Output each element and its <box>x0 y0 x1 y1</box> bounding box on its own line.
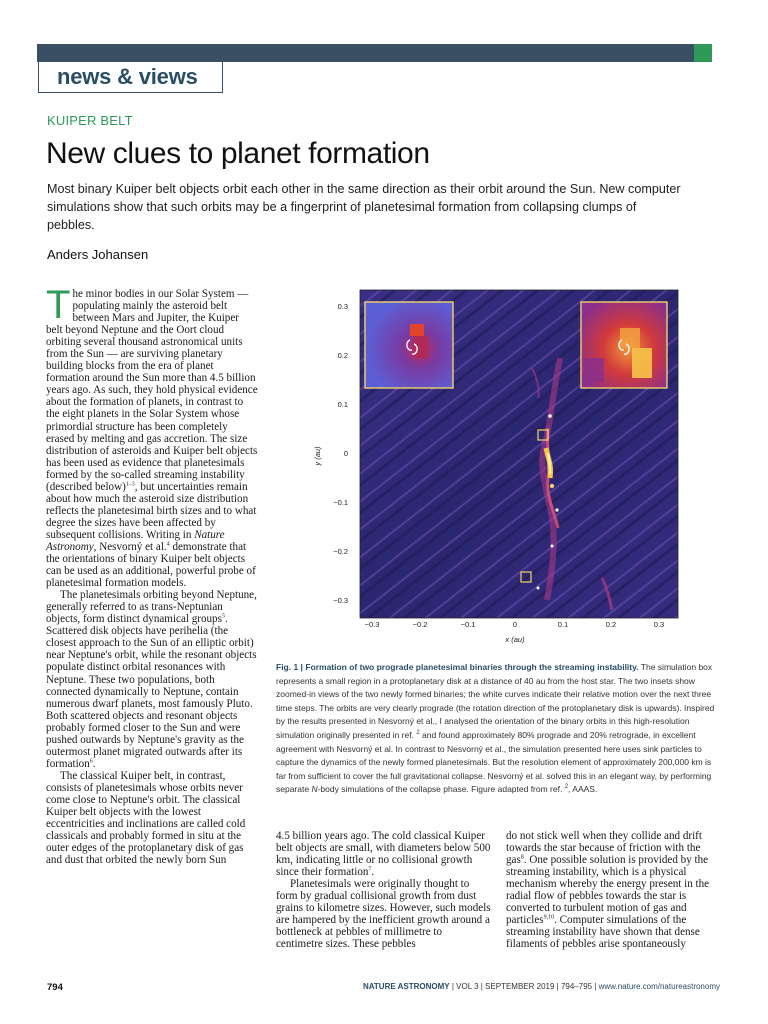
text: . <box>371 866 375 879</box>
section-label: news & views <box>57 64 198 89</box>
section-header <box>38 62 223 93</box>
text: demonstrate that the orientations of binary Kuiper belt objects can be used as an additional, powerful probe of planetesimal formation models. <box>46 540 256 590</box>
journal-name: Nature Astronomy <box>46 528 225 553</box>
reference[interactable]: 2 <box>564 784 569 791</box>
figure-label: Fig. 1 | <box>276 662 303 672</box>
x-tick-label: 0.2 <box>605 620 617 629</box>
inset-left <box>365 302 453 388</box>
text: . One possible solution is provided by the streaming instability, which is a physical mechanism whereby the energy present in the radial flow of pebbles towards the star is converted to turbulent motion of gas and particles <box>506 854 710 927</box>
text: 4.5 billion years ago. The cold classical Kuiper belt objects are small, with diameters below 500 km, indicating little or no collisional growth since their formation <box>276 830 491 879</box>
y-tick-label: −0.1 <box>333 498 348 507</box>
text: -body simulations of the collapse phase. Figure adapted from ref. <box>317 784 565 795</box>
reference[interactable]: 2 <box>416 730 420 737</box>
reference[interactable]: 8 <box>520 854 524 861</box>
plot-area <box>360 290 678 618</box>
reference[interactable]: 4 <box>166 541 170 548</box>
paragraph <box>506 830 718 950</box>
x-tick-label: 0.1 <box>557 620 569 629</box>
drop-cap: T <box>46 283 71 327</box>
text: , Nesvorný et al. <box>93 540 167 553</box>
y-tick-label: −0.2 <box>333 547 348 556</box>
y-axis-label: y (au) <box>313 446 322 466</box>
y-tick-label: 0.2 <box>337 351 348 360</box>
footer-journal <box>363 982 720 991</box>
text: he minor bodies in our Solar System — populating mainly the asteroid belt between Mars and Jupiter, the Kuiper belt beyond Neptune and the Oort cloud orbiting several thousand astronomical units from the Sun — are surviving planetary building blocks from the era of planet formation around the Sun more than 4.5 billion years ago. As such, they hold physical evidence about the formation of planets, in contrast to the eight planets in the Solar System whose primordial structure has been completely erased by melting and gas accretion. The size distribution of asteroids and Kuiper belt objects has been used as evidence that planetesimals formed by the so-called streaming instability (described below) <box>46 288 258 493</box>
y-tick-label: 0.1 <box>337 400 348 409</box>
text: and found approximately 80% prograde and 20% retrograde, in excellent agreement with Nesvorný et al. In contrast to Nesvorný et al., the simulation presented here uses sink particles to capture the dynamics of the newly formed planetesimals. But the resolution element of approximately 200,000 km is far from sufficient to cover the full gravitational collapse. Nesvorný et al. solved this in an elegant way, by performing separate <box>276 729 712 795</box>
x-tick-label: 0 <box>512 620 518 629</box>
body-column-2 <box>276 830 491 950</box>
text: , but uncertainties remain about how much the asteroid size distribution reflects the planetesimal birth sizes and to what degree the sizes have been affected by subsequent collisions. Writing in <box>46 480 257 541</box>
header-accent <box>694 44 712 62</box>
reference[interactable]: 7 <box>368 866 372 873</box>
text: The simulation box represents a small region in a protoplanetary disk at a distance of 40 au from the host star. The two insets show zoomed-in views of the two newly formed binaries; the white curves indicate their relative motion over the next three time steps. The orbits are very clearly prograde (the rotation direction of the protoplanetary disk is upwards). Inspired by the results presented in Nesvorný et al., I analysed the orientation of the binary orbits in this high-resolution simulation originally presented in ref. <box>276 662 715 740</box>
text: , AAAS. <box>568 784 598 795</box>
page-number: 794 <box>47 982 63 993</box>
inset-right <box>581 302 667 388</box>
y-axis <box>313 302 348 605</box>
kicker: KUIPER BELT <box>47 113 133 128</box>
reference[interactable]: 1–3 <box>125 481 135 488</box>
y-tick-label: 0 <box>343 449 348 458</box>
paragraph <box>276 830 491 878</box>
text: do not stick well when they collide and drift towards the star because of friction with the gas <box>506 830 702 867</box>
article-title: New clues to planet formation <box>46 137 430 170</box>
x-tick-label: −0.1 <box>460 620 476 629</box>
x-axis-label: x (au) <box>505 635 525 644</box>
journal-url[interactable]: www.nature.com/natureastronomy <box>598 982 720 991</box>
text: The planetesimals orbiting beyond Neptune, generally referred to as trans-Neptunian objects, form distinct dynamical groups <box>46 589 257 626</box>
reference[interactable]: 9,10 <box>543 914 555 921</box>
paragraph: The classical Kuiper belt, in contrast, consists of planetesimals whose orbits never come close to Neptune's orbit. The classical Kuiper belt objects with the lowest eccentricities and inclinations are called cold classicals and probably formed in situ at the outer edges of the protoplanetary disk of gas and dust that orbited the newly born Sun <box>46 769 246 867</box>
text: . <box>92 757 96 770</box>
simulation-plot <box>302 288 702 648</box>
reference[interactable]: 6 <box>89 758 93 765</box>
reference[interactable]: 5 <box>221 613 225 620</box>
x-tick-label: −0.2 <box>412 620 428 629</box>
x-tick-label: −0.3 <box>364 620 380 629</box>
text: . Scattered disk objects have perihelia (the closest approach to the Sun of an elliptic orbit) near Neptune's orbit, while the resonant objects populate distinct orbital resonances with Neptune. These two populations, both connected dynamically to Neptune, contain numerous dwarf planets, most famously Pluto. Both scattered objects and resonant objects probably formed closer to the Sun and were pushed outwards by Neptune's gravity as the outermost planet migrated outwards after its formation <box>46 613 257 770</box>
y-tick-label: −0.3 <box>333 596 348 605</box>
figure-caption <box>276 661 716 797</box>
body-column-1 <box>46 283 258 867</box>
standfirst: Most binary Kuiper belt objects orbit each other in the same direction as their orbit around the Sun. New computer simulations show that such orbits may be a fingerprint of planetesimal formation from collapsing clumps of pebbles. <box>47 182 681 232</box>
x-tick-label: 0.3 <box>653 620 665 629</box>
y-tick-label: 0.3 <box>337 302 348 311</box>
text: N <box>311 784 318 795</box>
figure-title: Formation of two prograde planetesimal binaries through the streaming instability. <box>305 662 639 672</box>
text: . Computer simulations of the streaming instability have shown that dense filaments of pebbles arise spontaneously <box>506 914 700 951</box>
issue-info: | VOL 3 | SEPTEMBER 2019 | 794–795 | <box>449 982 599 991</box>
body-column-3 <box>506 830 718 950</box>
paragraph <box>46 283 258 590</box>
paragraph <box>46 589 258 770</box>
x-axis <box>365 620 665 644</box>
journal-name: NATURE ASTRONOMY <box>362 982 450 991</box>
paragraph: Planetesimals were originally thought to form by gradual collisional growth from dust grains to kilometre sizes. However, such models are hampered by the inefficient growth around a bottleneck at pebbles of millimetre to centimetre sizes. These pebbles <box>276 878 491 951</box>
header-bar <box>37 44 712 62</box>
figure-1 <box>302 288 702 648</box>
author: Anders Johansen <box>47 247 149 262</box>
